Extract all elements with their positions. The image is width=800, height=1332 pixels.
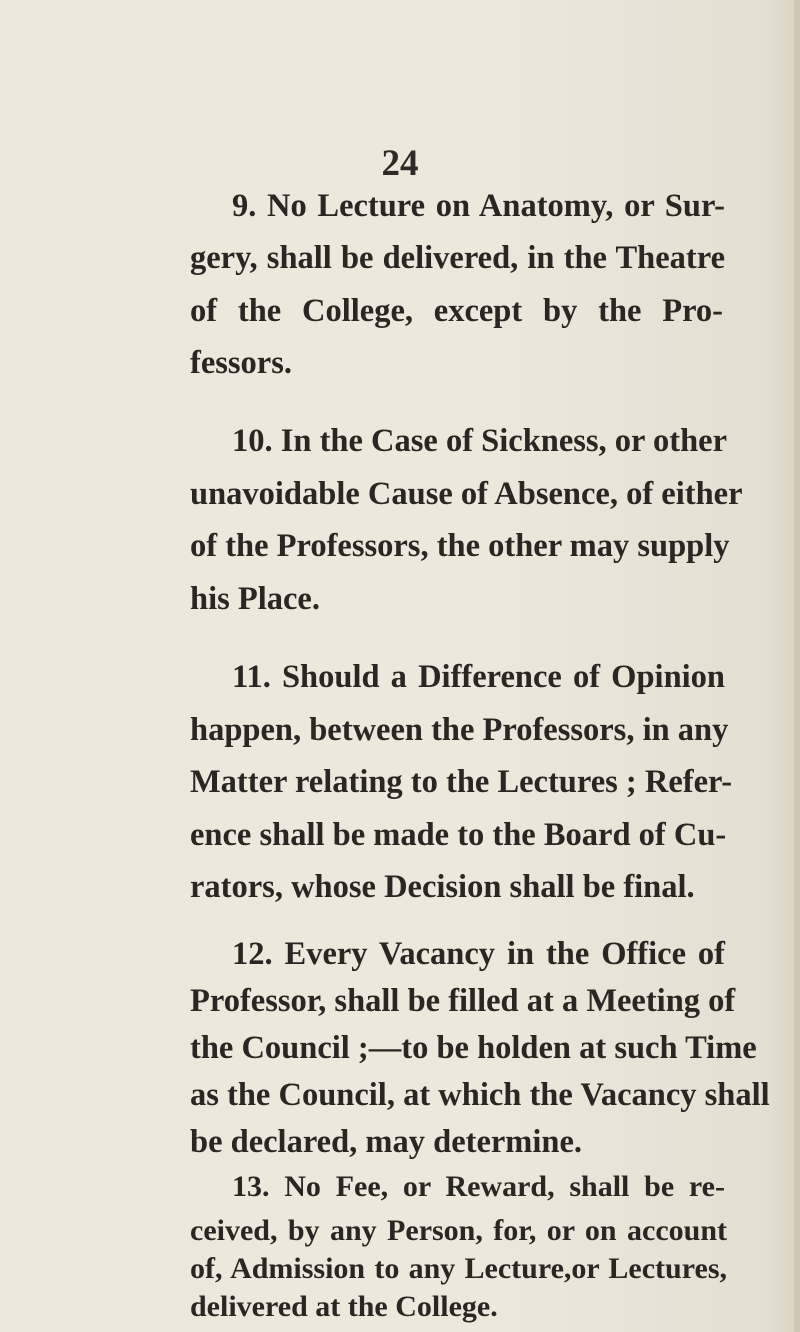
paragraph-13-line-3: of, Admission to any Lecture,or Lectures, [190,1252,727,1285]
paragraph-10-line-2: unavoidable Cause of Absence, of either [190,476,743,512]
paragraph-9-line-3: of the College, except by the Pro- [190,293,723,329]
paragraph-12-line-1: 12. Every Vacancy in the Office of [232,936,725,972]
paragraph-13-line-4: delivered at the College. [190,1290,498,1323]
paragraph-11-line-5: rators, whose Decision shall be final. [190,869,695,905]
paragraph-11-line-1: 11. Should a Difference of Opinion [232,659,725,695]
paragraph-10-line-4: his Place. [190,581,320,617]
paragraph-9-line-2: gery, shall be delivered, in the Theatre [190,240,725,276]
paragraph-9-line-4: fessors. [190,345,292,381]
page-edge [794,0,800,1332]
paragraph-12-line-3: the Council ;—to be holden at such Time [190,1030,757,1066]
paragraph-11-line-3: Matter relating to the Lectures ; Refer- [190,764,733,800]
paragraph-11-line-4: ence shall be made to the Board of Cu- [190,817,727,853]
paragraph-12-line-5: be declared, may determine. [190,1124,583,1160]
paragraph-11-line-2: happen, between the Professors, in any [190,712,729,748]
paragraph-9-line-1: 9. No Lecture on Anatomy, or Sur- [232,188,725,224]
paragraph-12-line-2: Professor, shall be filled at a Meeting of [190,983,736,1019]
page-number: 24 [381,143,419,184]
paragraph-10-line-1: 10. In the Case of Sickness, or other [232,423,728,459]
paragraph-13-line-1: 13. No Fee, or Reward, shall be re- [232,1170,725,1203]
paragraph-12-line-4: as the Council, at which the Vacancy shall [190,1077,770,1113]
paragraph-10-line-3: of the Professors, the other may supply [190,528,730,564]
paragraph-13-line-2: ceived, by any Person, for, or on account [190,1214,727,1247]
